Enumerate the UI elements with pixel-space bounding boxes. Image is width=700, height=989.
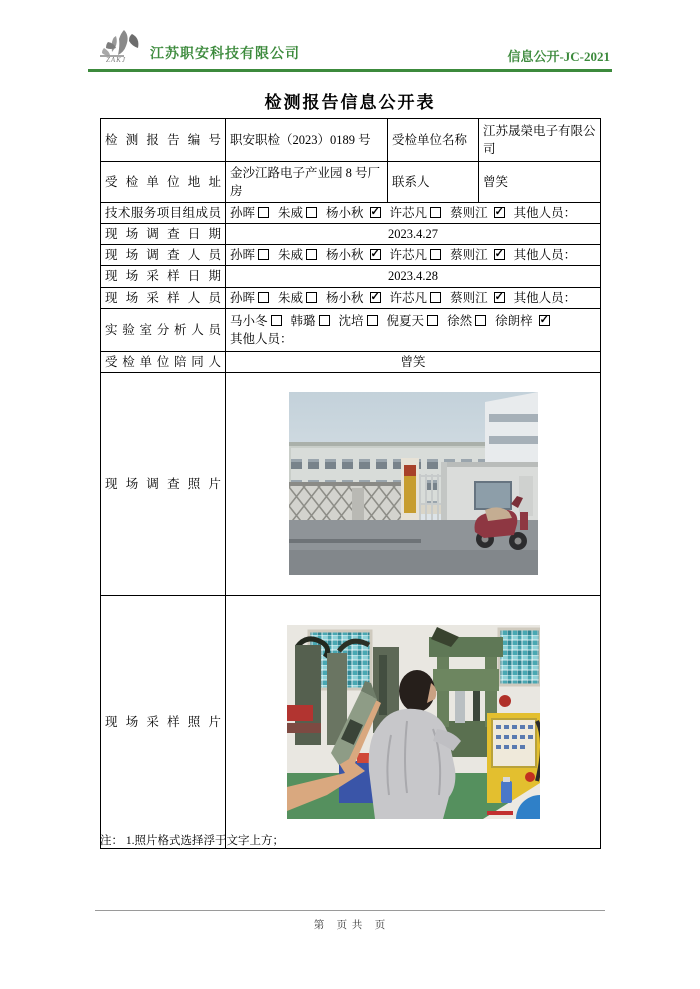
companion-label: 受检单位陪同人 (101, 351, 226, 372)
brand (96, 28, 300, 66)
checkbox-unchecked[interactable] (258, 249, 269, 260)
row-team-members (101, 203, 601, 224)
checkbox-unchecked[interactable] (475, 315, 486, 326)
company-name: 江苏职安科技有限公司 (150, 47, 300, 62)
member-item (230, 206, 269, 220)
sampling-photo-cell (226, 595, 601, 848)
row-survey-date (101, 224, 601, 245)
checkbox-checked[interactable] (370, 249, 381, 260)
header-rule (88, 69, 612, 72)
contact-value: 曾笑 (479, 162, 601, 203)
page-footer: 第 页 共 页 (313, 920, 387, 931)
sampling-date-value: 2023.4.28 (226, 266, 601, 287)
member-item (291, 314, 330, 328)
unit-addr-label: 受检单位地址 (101, 162, 226, 203)
row-companion (101, 351, 601, 372)
member-name: 朱威 (278, 248, 304, 263)
page-header (88, 28, 612, 68)
member-item (450, 206, 505, 220)
checkbox-checked[interactable] (370, 207, 381, 218)
row-survey-staff (101, 245, 601, 266)
member-item (230, 291, 269, 305)
member-name: 马小冬 (230, 313, 268, 328)
member-item (450, 291, 505, 305)
logo-caption: ZAKJ (106, 56, 126, 64)
doc-code: 信息公开-JC-2021 (507, 49, 610, 64)
member-name: 许芯凡 (389, 206, 428, 220)
sampling-date-label: 现场采样日期 (101, 266, 226, 287)
others-label: 其他人员： (513, 290, 577, 305)
checkbox-unchecked[interactable] (306, 207, 317, 218)
member-name: 孙晖 (230, 290, 256, 305)
page-title: 检测报告信息公开表 (264, 93, 436, 112)
member-item (495, 314, 550, 328)
checkbox-checked[interactable] (494, 207, 505, 218)
member-item (230, 248, 269, 262)
checkbox-unchecked[interactable] (430, 207, 441, 218)
survey-photo (289, 392, 538, 575)
companion-value: 曾笑 (226, 351, 601, 372)
sampling-staff-cell (226, 287, 601, 308)
member-name: 孙晖 (230, 248, 256, 263)
member-name: 韩璐 (290, 313, 316, 328)
member-item (390, 206, 442, 220)
lab-staff-cell (226, 308, 601, 351)
unit-name-label: 受检单位名称 (388, 119, 479, 162)
member-name: 朱威 (278, 206, 304, 220)
member-name: 蔡则江 (450, 248, 488, 263)
member-name: 孙晖 (230, 206, 256, 220)
member-item (390, 291, 442, 305)
checkbox-checked[interactable] (494, 292, 505, 303)
checkbox-unchecked[interactable] (306, 249, 317, 260)
report-no-value: 职安职检（2023）0189 号 (226, 119, 388, 162)
row-report-no (101, 119, 601, 162)
member-item (278, 291, 317, 305)
member-item (278, 206, 317, 220)
checkbox-unchecked[interactable] (427, 315, 438, 326)
member-item (326, 248, 381, 262)
checkbox-unchecked[interactable] (306, 292, 317, 303)
checkbox-unchecked[interactable] (258, 292, 269, 303)
others-label: 其他人员： (513, 206, 577, 220)
row-lab-staff (101, 308, 601, 351)
member-name: 倪夏天 (386, 313, 425, 328)
report-table (100, 118, 601, 849)
checkbox-unchecked[interactable] (271, 315, 282, 326)
member-item (278, 248, 317, 262)
row-unit-addr (101, 162, 601, 203)
others-label: 其他人员： (230, 331, 293, 346)
checkbox-checked[interactable] (539, 315, 550, 326)
sampling-staff-label: 现场采样人员 (101, 287, 226, 308)
member-item (390, 248, 442, 262)
member-name: 徐然 (447, 313, 473, 328)
survey-date-value: 2023.4.27 (226, 224, 601, 245)
note-text: 注： 1.照片格式选择浮于文字上方； (100, 835, 284, 847)
sampling-photo (287, 625, 540, 819)
member-name: 沈培 (338, 313, 364, 328)
member-item (450, 248, 505, 262)
member-item (326, 206, 381, 220)
member-item (230, 314, 282, 328)
survey-staff-cell (226, 245, 601, 266)
member-name: 朱威 (278, 290, 304, 305)
team-members-cell (226, 203, 601, 224)
photo2-window-right (499, 629, 540, 685)
member-name: 蔡则江 (450, 290, 488, 305)
contact-label: 联系人 (388, 162, 479, 203)
others-label: 其他人员： (513, 248, 577, 263)
member-name: 徐朗梓 (495, 313, 533, 328)
survey-photo-cell (226, 372, 601, 595)
member-item (326, 291, 381, 305)
member-name: 杨小秋 (326, 290, 364, 305)
checkbox-unchecked[interactable] (319, 315, 330, 326)
report-no-label: 检测报告编号 (101, 119, 226, 162)
unit-addr-value: 金沙江路电子产业园 8 号厂房 (226, 162, 388, 203)
member-name: 杨小秋 (326, 206, 364, 220)
team-label: 技术服务项目组成员 (101, 203, 226, 224)
row-sampling-photo (101, 595, 601, 848)
survey-staff-label: 现场调查人员 (101, 245, 226, 266)
footer-rule (95, 910, 605, 911)
member-name: 许芯凡 (389, 290, 428, 305)
lab-label: 实验室分析人员 (101, 308, 226, 351)
checkbox-unchecked[interactable] (367, 315, 378, 326)
survey-date-label: 现场调查日期 (101, 224, 226, 245)
checkbox-unchecked[interactable] (430, 292, 441, 303)
unit-name-value: 江苏晟榮电子有限公司 (479, 119, 601, 162)
checkbox-checked[interactable] (370, 292, 381, 303)
member-name: 杨小秋 (326, 248, 364, 263)
row-survey-photo (101, 372, 601, 595)
member-name: 蔡则江 (450, 206, 488, 220)
row-sampling-staff (101, 287, 601, 308)
checkbox-unchecked[interactable] (258, 207, 269, 218)
survey-photo-label: 现场调查照片 (101, 372, 226, 595)
sampling-photo-label: 现场采样照片 (101, 595, 226, 848)
member-item (447, 314, 486, 328)
checkbox-checked[interactable] (494, 249, 505, 260)
checkbox-unchecked[interactable] (430, 249, 441, 260)
member-item (339, 314, 378, 328)
member-name: 许芯凡 (389, 248, 428, 263)
member-item (387, 314, 439, 328)
row-sampling-date (101, 266, 601, 287)
